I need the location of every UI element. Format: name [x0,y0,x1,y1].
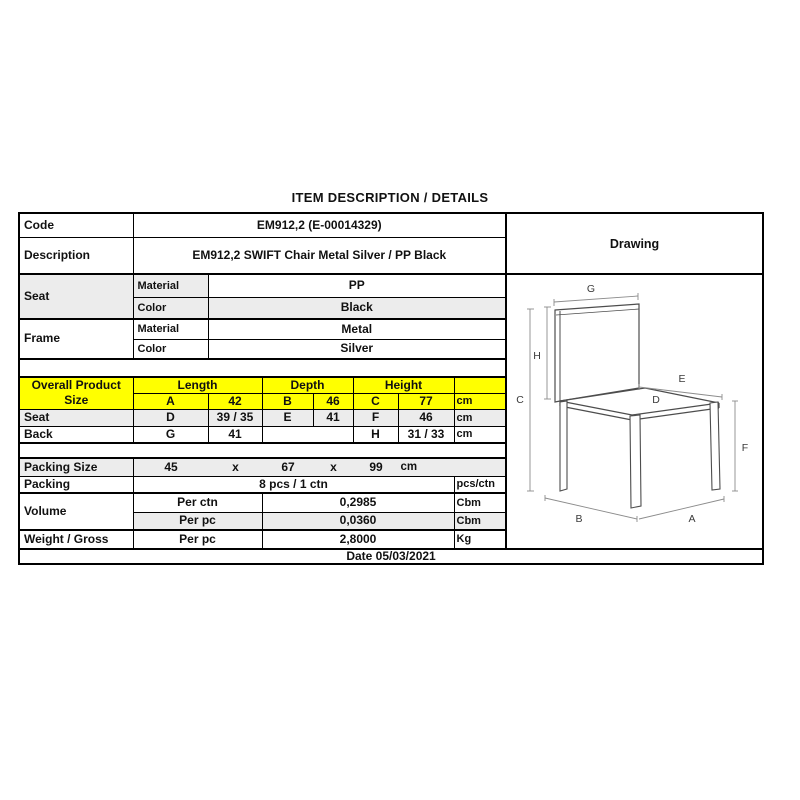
seat-unit: cm [454,409,506,426]
volume-per-ctn-value: 0,2985 [262,493,454,512]
overall-size-label: Overall Product Size [19,377,133,410]
back-depth-empty [262,426,353,443]
page-title: ITEM DESCRIPTION / DETAILS [291,190,489,205]
overall-length-key: A [133,393,208,409]
packing-size-x1: x [232,459,239,474]
back-height-value: 31 / 33 [398,426,454,443]
packing-size-x2: x [330,459,337,474]
seat-material-value: PP [208,274,506,297]
packing-size-v1: 45 [164,459,178,474]
chair-legs [560,401,720,508]
height-header: Height [353,377,454,394]
chair-drawing-cell [506,274,763,549]
back-height-key: H [353,426,398,443]
packing-size-label: Packing Size [19,458,133,476]
weight-value: 2,8000 [262,530,454,549]
label-e: E [678,373,686,385]
seat-dim-label: Seat [19,409,133,426]
volume-per-pc-value: 0,0360 [262,512,454,530]
label-h: H [533,350,541,362]
seat-group-label: Seat [19,274,133,319]
seat-color-value: Black [208,297,506,319]
packing-size-v2: 67 [281,459,295,474]
packing-unit: pcs/ctn [454,476,506,493]
seat-height-value: 46 [398,409,454,426]
weight-label: Weight / Gross [19,530,133,549]
packing-value: 8 pcs / 1 ctn [133,476,454,493]
description-label: Description [19,237,133,274]
dimension-line-g [554,293,638,306]
volume-per-pc-label: Per pc [133,512,262,530]
label-a: A [688,513,696,525]
packing-size-values [133,458,506,476]
overall-height-value: 77 [398,393,454,409]
seat-depth-value: 41 [313,409,353,426]
packing-label: Packing [19,476,133,493]
back-unit: cm [454,426,506,443]
seat-length-value: 39 / 35 [208,409,262,426]
label-g: G [586,283,596,295]
back-dim-label: Back [19,426,133,443]
weight-per-pc-label: Per pc [133,530,262,549]
description-value: EM912,2 SWIFT Chair Metal Silver / PP Black [133,237,506,274]
spacer-row [19,359,506,377]
frame-material-value: Metal [208,319,506,340]
volume-label: Volume [19,493,133,530]
label-b: B [575,513,583,525]
frame-color-value: Silver [208,340,506,359]
spacer-row [19,443,506,458]
overall-unit: cm [454,393,506,409]
frame-material-label: Material [133,319,208,340]
drawing-header: Drawing [506,213,763,274]
volume-per-ctn-label: Per ctn [133,493,262,512]
label-c: C [516,394,524,406]
chair-drawing [507,275,762,548]
seat-color-label: Color [133,297,208,319]
date-row: Date 05/03/2021 [19,549,763,564]
overall-length-value: 42 [208,393,262,409]
seat-height-key: F [353,409,398,426]
overall-depth-value: 46 [313,393,353,409]
packing-size-v3: 99 [369,459,383,474]
label-d: D [652,394,660,406]
dimension-lines-left [527,307,551,491]
frame-group-label: Frame [19,319,133,359]
packing-size-unit: cm [400,461,418,474]
frame-color-label: Color [133,340,208,359]
volume-per-pc-unit: Cbm [454,512,506,530]
label-f: F [741,442,749,454]
back-length-value: 41 [208,426,262,443]
seat-depth-key: E [262,409,313,426]
weight-unit: Kg [454,530,506,549]
seat-material-label: Material [133,274,208,297]
depth-header: Depth [262,377,353,394]
code-label: Code [19,213,133,237]
unit-header-empty [454,377,506,394]
back-length-key: G [133,426,208,443]
overall-depth-key: B [262,393,313,409]
item-details-table [18,212,764,565]
seat-length-key: D [133,409,208,426]
volume-per-ctn-unit: Cbm [454,493,506,512]
dimension-line-f [732,401,738,491]
chair-backrest [555,304,639,402]
overall-height-key: C [353,393,398,409]
code-value: EM912,2 (E-00014329) [133,213,506,237]
length-header: Length [133,377,262,394]
